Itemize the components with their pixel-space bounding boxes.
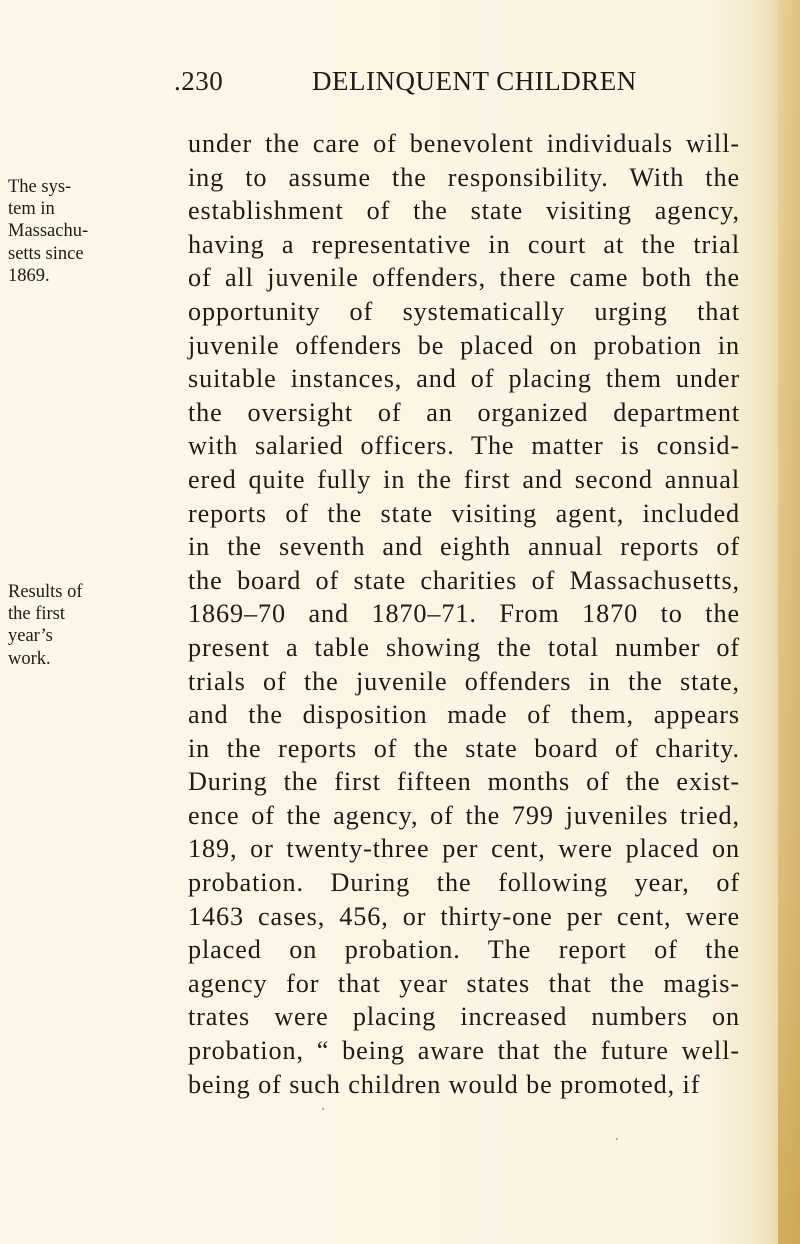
margin-note-line: the first [8, 604, 66, 625]
margin-note-line: tem in [8, 199, 55, 220]
text-line: under the care of benevolent individuals will- [188, 129, 740, 158]
text-line: having a representative in court at the trial [188, 229, 740, 259]
text-line: of all juvenile offenders, there came both the [188, 263, 740, 293]
text-line: juvenile offenders be placed on probation in [188, 330, 740, 360]
text-line: ing to assume the responsibility. With the [188, 162, 740, 192]
text-line: the oversight of an organized department [188, 397, 740, 427]
text-line: opportunity of systematically urging that [188, 296, 740, 326]
text-line: ered quite fully in the first and second annual [188, 464, 740, 494]
text-line: establishment of the state visiting agency, [188, 196, 740, 226]
margin-note-line: setts since [8, 243, 84, 264]
text-line: 1463 cases, 456, or thirty-one per cent, were [188, 901, 740, 931]
text-line: placed on probation. The report of the [188, 935, 740, 965]
text-line: During the first fifteen months of the exist- [188, 767, 740, 797]
margin-note-line: work. [8, 648, 51, 669]
margin-note-line: Massachu- [8, 221, 89, 242]
text-line: suitable instances, and of placing them under [188, 364, 740, 394]
margin-note-line: The sys- [8, 177, 72, 197]
text-line: ence of the agency, of the 799 juveniles tried, [188, 800, 740, 830]
paper-fleck [322, 1108, 324, 1110]
paper-fleck [616, 1138, 618, 1140]
page-edge-stain [778, 0, 800, 1244]
text-line: and the disposition made of them, appears [188, 700, 740, 730]
margin-note-system [8, 176, 173, 287]
margin-note-line: 1869. [8, 265, 50, 286]
text-line: in the reports of the state board of charity. [188, 733, 740, 763]
text-line: probation, “ being aware that the future well- [188, 1036, 740, 1066]
text-line: present a table showing the total number of [188, 632, 740, 662]
text-line: 189, or twenty-three per cent, were placed on [188, 834, 740, 864]
text-line: being of such children would be promoted, if [188, 1069, 701, 1099]
running-title: DELINQUENT CHILDREN [312, 66, 637, 96]
text-line: probation. During the following year, of [188, 868, 740, 898]
text-line: the board of state charities of Massachusetts, [188, 565, 740, 595]
text-line: reports of the state visiting agent, included [188, 498, 740, 528]
text-line: 1869–70 and 1870–71. From 1870 to the [188, 599, 740, 629]
text-line: trials of the juvenile offenders in the state, [188, 666, 740, 696]
margin-note-line: year’s [8, 626, 53, 647]
text-line: trates were placing increased numbers on [188, 1002, 740, 1032]
text-line: in the seventh and eighth annual reports of [188, 532, 740, 562]
text-line: with salaried officers. The matter is consid- [188, 431, 740, 461]
margin-note-line: Results of [8, 582, 83, 602]
text-line: agency for that year states that the magis- [188, 968, 740, 998]
running-head [174, 66, 734, 102]
margin-note-results [8, 581, 173, 670]
body-text [188, 127, 740, 1101]
page-number: .230 [174, 66, 224, 96]
